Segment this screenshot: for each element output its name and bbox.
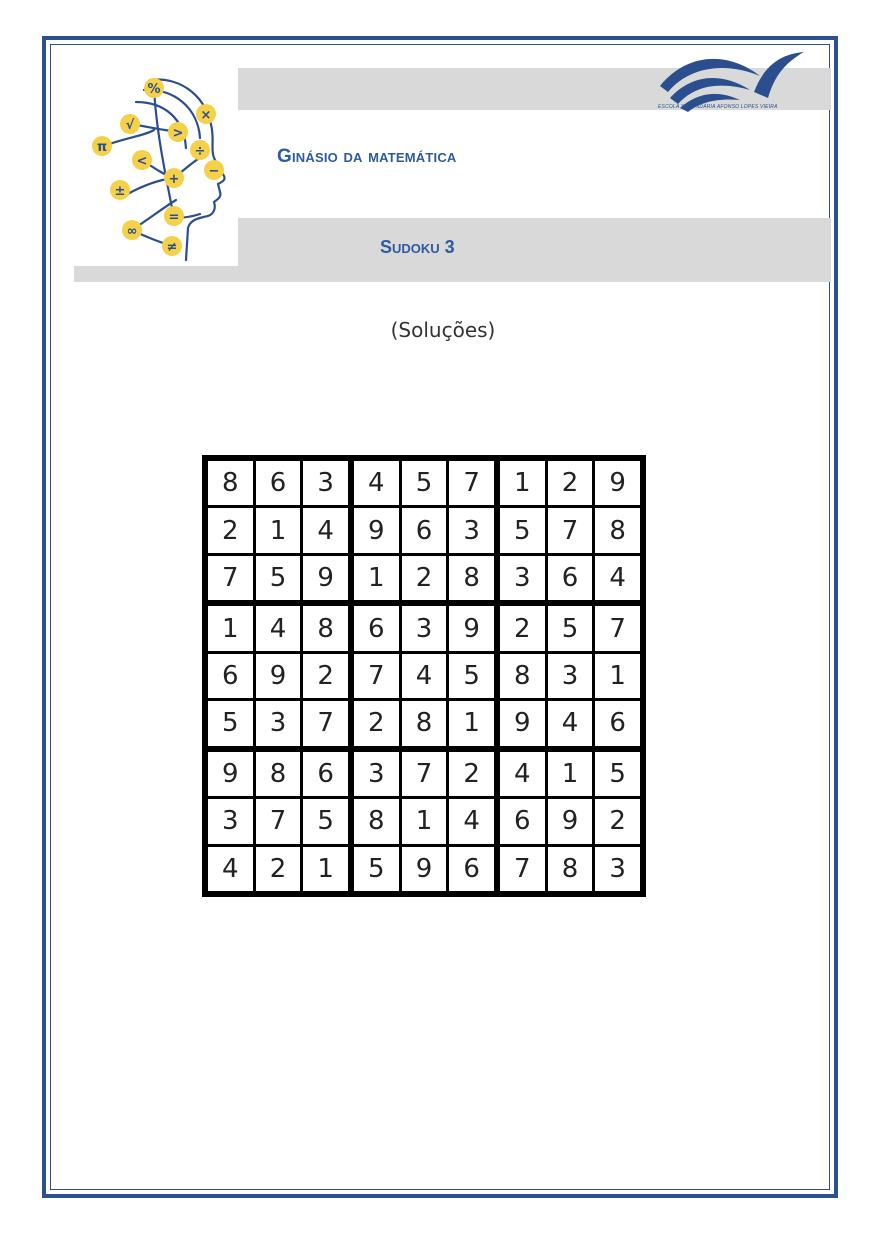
sudoku-cell: 3 [595,847,640,891]
sudoku-cell: 8 [256,752,301,796]
sudoku-cell: 9 [402,847,447,891]
sudoku-cell: 5 [595,752,640,796]
sudoku-cell: 6 [548,556,593,600]
sudoku-cell: 7 [595,606,640,650]
sudoku-cell: 8 [500,654,545,698]
sudoku-cell: 8 [208,461,253,505]
sudoku-cell: 6 [208,654,253,698]
svg-text:∞: ∞ [126,224,138,239]
page-title: Ginásio da matemática [277,146,457,167]
sudoku-cell: 4 [548,701,593,745]
sudoku-cell: 6 [303,752,348,796]
sudoku-cell: 8 [595,508,640,552]
sudoku-cell: 7 [449,461,494,505]
sudoku-cell: 9 [354,508,399,552]
sudoku-cell: 4 [303,508,348,552]
sudoku-cell: 6 [500,799,545,843]
sudoku-cell: 1 [256,508,301,552]
sudoku-cell: 5 [303,799,348,843]
sudoku-cell: 6 [449,847,494,891]
sudoku-cell: 8 [303,606,348,650]
math-gym-logo [74,68,238,266]
sudoku-cell: 9 [500,701,545,745]
sudoku-cell: 5 [500,508,545,552]
sudoku-grid [202,455,646,897]
sudoku-box [500,606,640,745]
sudoku-cell: 2 [303,654,348,698]
sudoku-cell: 7 [303,701,348,745]
svg-text:√: √ [125,118,135,133]
sudoku-cell: 3 [500,556,545,600]
sudoku-cell: 5 [548,606,593,650]
sudoku-box [500,461,640,600]
sudoku-cell: 4 [449,799,494,843]
svg-text:+: + [168,172,180,187]
sudoku-cell: 4 [595,556,640,600]
sudoku-cell: 3 [449,508,494,552]
sudoku-cell: 2 [595,799,640,843]
sudoku-cell: 7 [256,799,301,843]
sudoku-cell: 2 [402,556,447,600]
sudoku-cell: 2 [354,701,399,745]
svg-text:×: × [200,108,212,123]
sudoku-cell: 2 [208,508,253,552]
sudoku-cell: 3 [354,752,399,796]
svg-text:%: % [147,82,161,97]
sudoku-cell: 8 [402,701,447,745]
sudoku-box [354,606,494,745]
sudoku-cell: 4 [500,752,545,796]
sudoku-cell: 8 [548,847,593,891]
sudoku-cell: 5 [256,556,301,600]
sudoku-cell: 7 [500,847,545,891]
sudoku-cell: 6 [354,606,399,650]
sudoku-box [354,752,494,891]
page-subtitle: Sudoku 3 [380,237,455,257]
sudoku-cell: 1 [500,461,545,505]
sudoku-box [208,461,348,600]
svg-text:π: π [96,140,108,155]
svg-text:−: − [208,164,220,179]
sudoku-cell: 1 [303,847,348,891]
solutions-label: (Soluções) [390,318,496,342]
sudoku-cell: 3 [402,606,447,650]
sudoku-cell: 3 [208,799,253,843]
sudoku-cell: 2 [449,752,494,796]
svg-text:=: = [168,210,180,225]
sudoku-box [208,606,348,745]
sudoku-cell: 1 [548,752,593,796]
svg-text:<: < [136,154,148,169]
sudoku-cell: 5 [402,461,447,505]
sudoku-cell: 5 [449,654,494,698]
sudoku-cell: 7 [402,752,447,796]
sudoku-cell: 9 [256,654,301,698]
sudoku-cell: 8 [354,799,399,843]
sudoku-cell: 1 [402,799,447,843]
sudoku-cell: 9 [595,461,640,505]
sudoku-box [208,752,348,891]
sudoku-cell: 7 [548,508,593,552]
sudoku-cell: 4 [402,654,447,698]
sudoku-cell: 6 [402,508,447,552]
sudoku-cell: 9 [208,752,253,796]
sudoku-cell: 5 [208,701,253,745]
sudoku-cell: 7 [208,556,253,600]
sudoku-cell: 9 [449,606,494,650]
sudoku-cell: 1 [208,606,253,650]
sudoku-cell: 8 [449,556,494,600]
svg-text:±: ± [114,184,126,199]
sudoku-cell: 6 [256,461,301,505]
sudoku-cell: 2 [256,847,301,891]
svg-text:÷: ÷ [194,144,206,159]
math-head-logo-icon [74,68,238,266]
sudoku-cell: 9 [548,799,593,843]
sudoku-cell: 1 [354,556,399,600]
sudoku-cell: 4 [256,606,301,650]
sudoku-cell: 3 [303,461,348,505]
sudoku-cell: 5 [354,847,399,891]
sudoku-box [354,461,494,600]
sudoku-cell: 3 [256,701,301,745]
sudoku-cell: 2 [548,461,593,505]
sudoku-cell: 9 [303,556,348,600]
svg-text:>: > [172,126,184,141]
sudoku-cell: 6 [595,701,640,745]
sudoku-cell: 1 [449,701,494,745]
sudoku-cell: 2 [500,606,545,650]
svg-text:≠: ≠ [166,240,178,255]
sudoku-cell: 7 [354,654,399,698]
sudoku-cell: 4 [208,847,253,891]
sudoku-cell: 4 [354,461,399,505]
sudoku-cell: 1 [595,654,640,698]
sudoku-cell: 3 [548,654,593,698]
sudoku-box [500,752,640,891]
school-name: ESCOLA SECUNDÁRIA AFONSO LOPES VIEIRA [658,104,778,110]
